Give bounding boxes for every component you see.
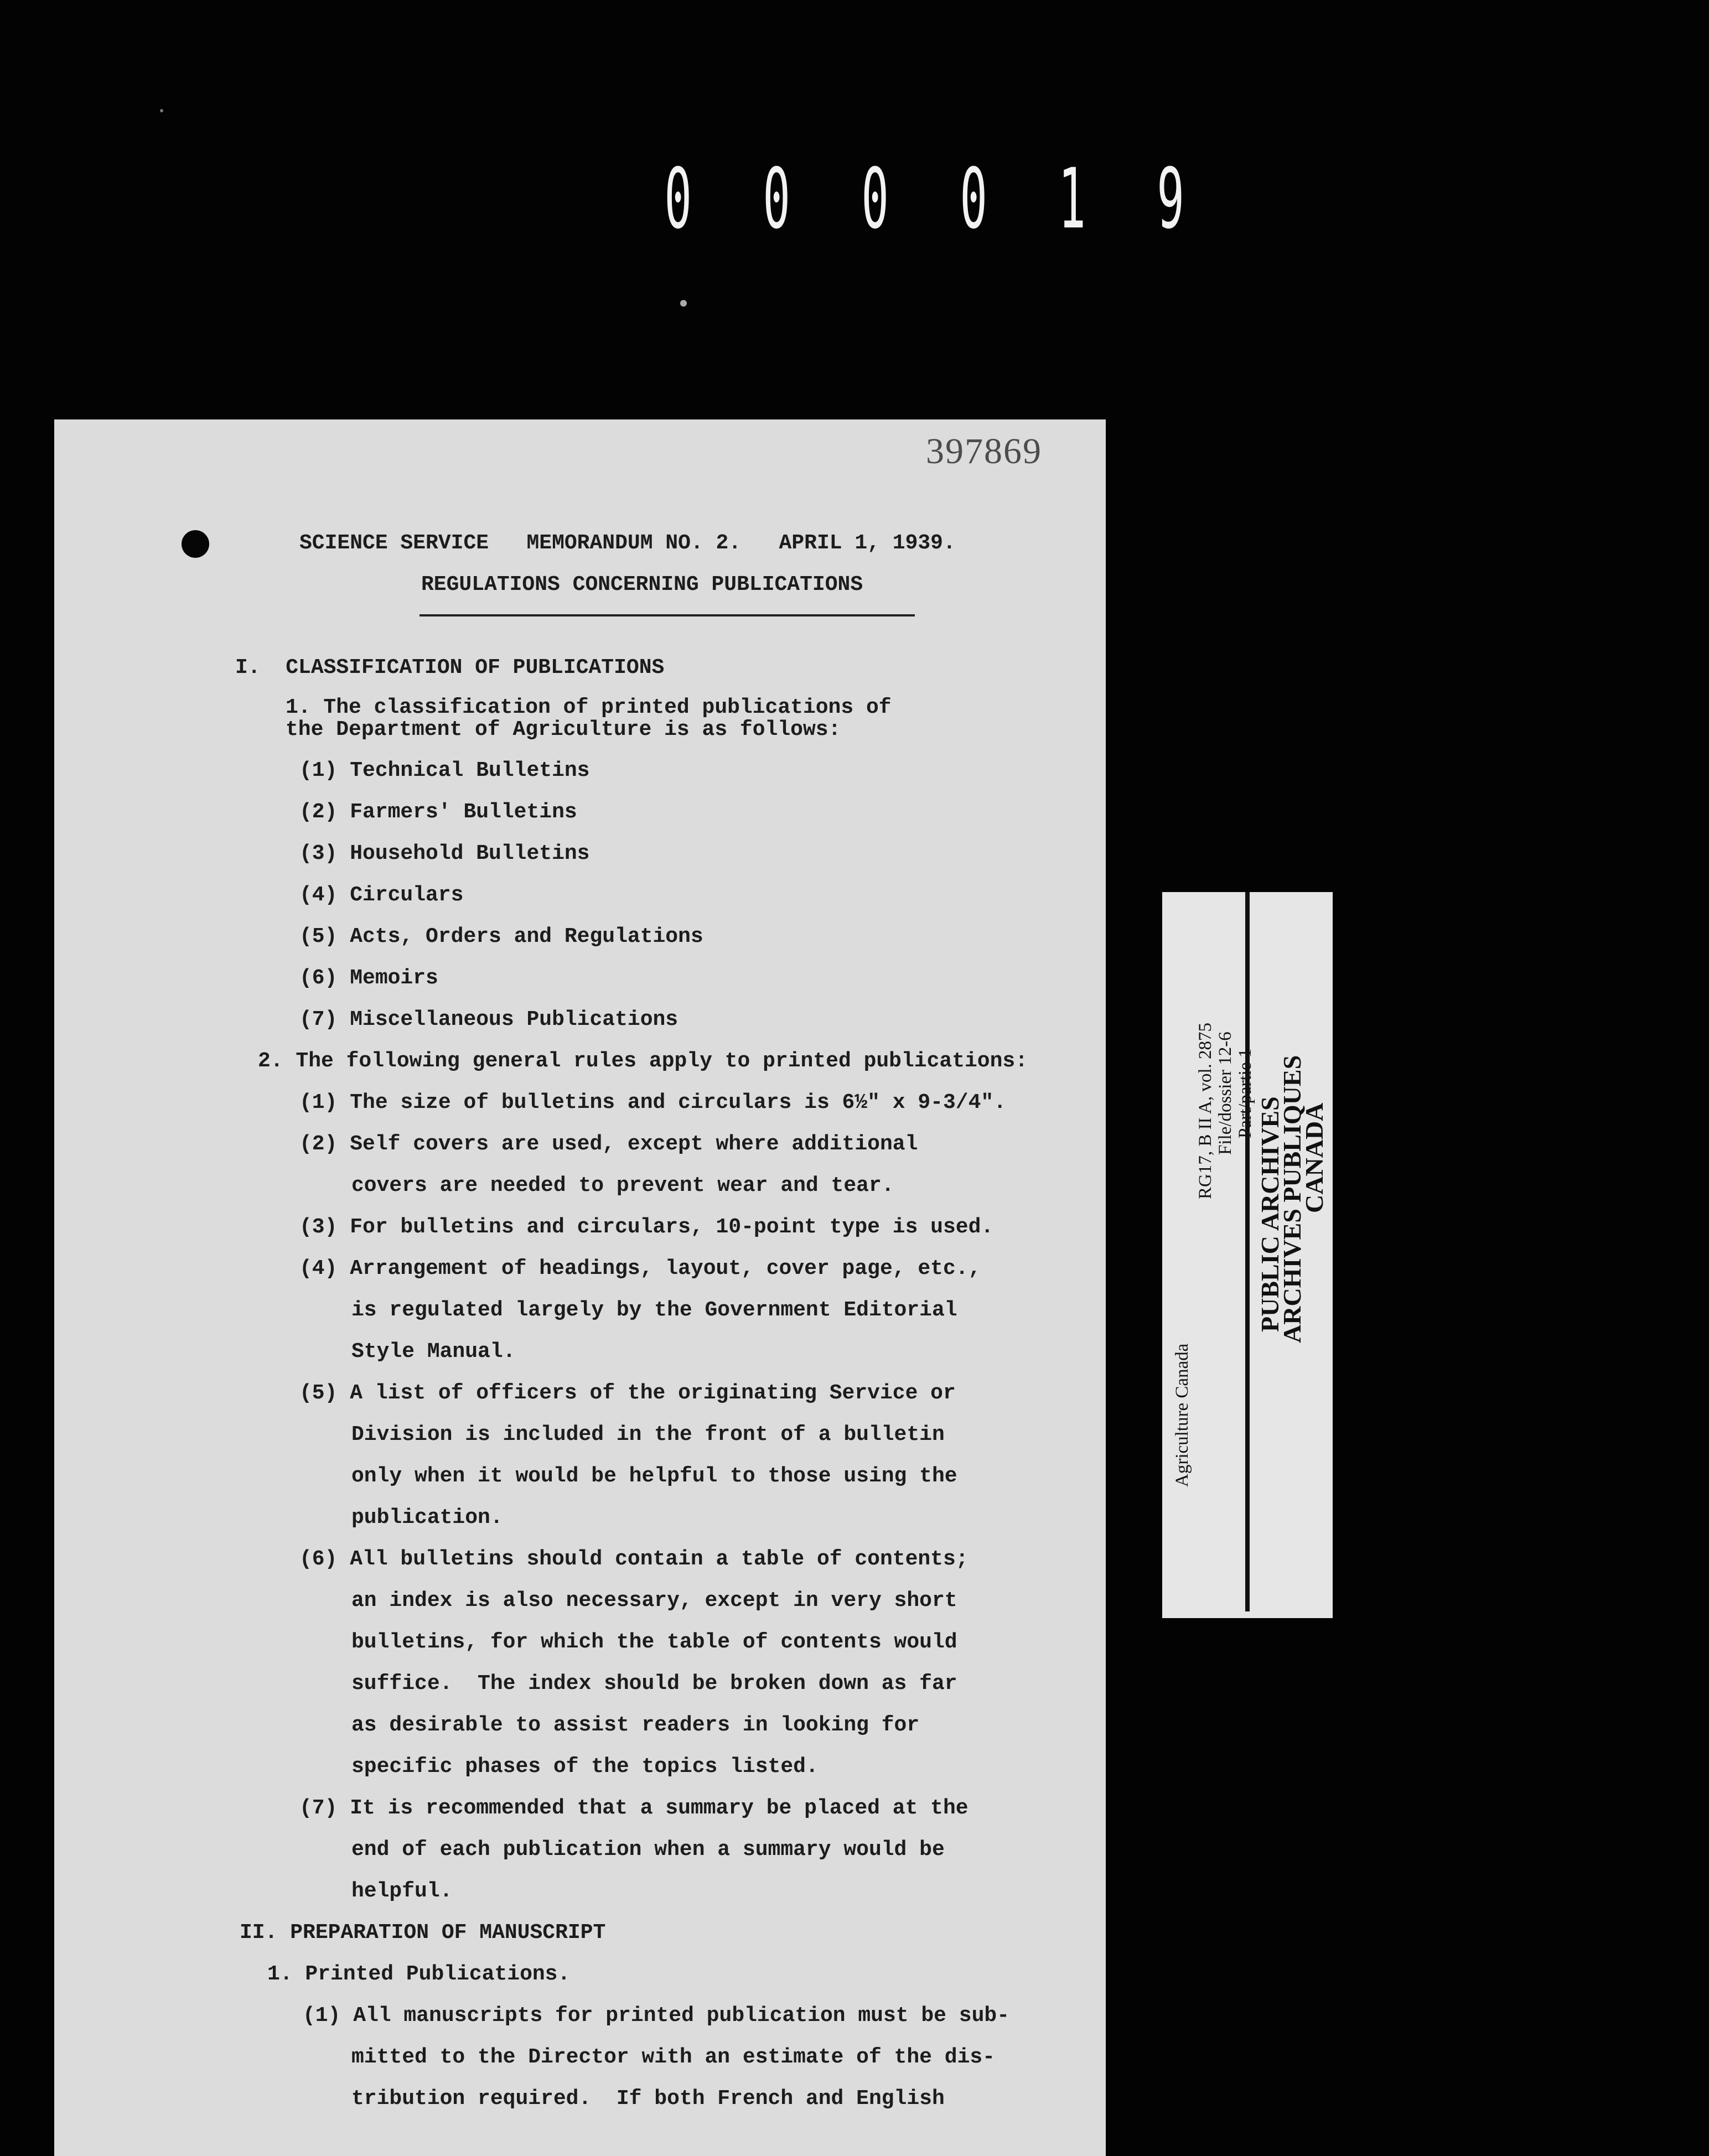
archives-country: CANADA [1300,1102,1328,1213]
archive-reference-slip [1162,892,1333,1618]
memorandum-page [54,419,1106,2156]
slip-fold [1162,892,1250,1611]
archive-department: Agriculture Canada [1172,1343,1192,1487]
list-item: (1) The size of bulletins and circulars is 6½" x 9-3/4". [299,1091,1007,1115]
list-item-continuation: covers are needed to prevent wear and tear. [351,1174,894,1198]
frame-digit: 1 [1058,151,1086,247]
list-item: (4) Circulars [299,883,464,907]
archives-name-fr: ARCHIVES PUBLIQUES [1278,1055,1306,1343]
list-item: (6) Memoirs [299,966,438,990]
archive-part: Part/partie 1 [1235,1048,1255,1138]
frame-digit: 0 [763,151,790,247]
frame-digit: 0 [664,151,692,247]
frame-digit: 0 [861,151,889,247]
list-item-continuation: an index is also necessary, except in very short [351,1589,957,1613]
list-item: (7) Miscellaneous Publications [299,1008,679,1032]
body-line: 1. The classification of printed publications of [286,696,892,719]
frame-digit: 0 [960,151,987,247]
list-item: (6) All bulletins should contain a table of contents; [299,1547,969,1571]
list-item-continuation: as desirable to assist readers in looking for [351,1713,920,1737]
section-heading: I. CLASSIFICATION OF PUBLICATIONS [235,656,665,680]
list-item: (5) Acts, Orders and Regulations [299,925,703,949]
list-item-continuation: Division is included in the front of a bulletin [351,1423,945,1447]
memo-title: REGULATIONS CONCERNING PUBLICATIONS [421,573,863,597]
microfilm-frame-number [653,151,1195,247]
list-item-continuation: mitted to the Director with an estimate of the dis- [351,2045,995,2069]
title-underline [420,614,915,616]
list-item: (3) Household Bulletins [299,842,590,865]
body-line: the Department of Agriculture is as follows: [286,718,841,742]
body-line: 2. The following general rules apply to printed publications: [258,1049,1028,1073]
list-item: (1) All manuscripts for printed publication must be sub- [303,2004,1010,2028]
list-item: (4) Arrangement of headings, layout, cover page, etc., [299,1257,981,1281]
list-item-continuation: only when it would be helpful to those using the [351,1464,957,1488]
list-item-continuation: suffice. The index should be broken down as far [351,1672,957,1696]
list-item: (5) A list of officers of the originating Service or [299,1381,956,1405]
list-item-continuation: publication. [351,1506,503,1530]
frame-digit: 9 [1157,151,1184,247]
list-item-continuation: specific phases of the topics listed. [351,1755,819,1779]
list-item-continuation: bulletins, for which the table of contents would [351,1630,957,1654]
memo-heading: SCIENCE SERVICE MEMORANDUM NO. 2. APRIL 1, 1939. [299,531,956,555]
list-item: (1) Technical Bulletins [299,759,590,782]
section-heading: II. PREPARATION OF MANUSCRIPT [240,1921,606,1945]
archive-file: File/dossier 12-6 [1215,1032,1235,1155]
archive-reference: RG17, B II A, vol. 2875 [1195,1022,1215,1199]
list-item: (3) For bulletins and circulars, 10-point type is used. [299,1215,994,1239]
subsection-heading: 1. Printed Publications. [267,1962,571,1986]
punch-hole [182,530,209,558]
list-item-continuation: is regulated largely by the Government Editorial [351,1298,957,1322]
page-stamp-number: 397869 [926,431,1042,471]
list-item-continuation: tribution required. If both French and English [351,2087,945,2111]
list-item-continuation: helpful. [351,1879,453,1903]
list-item: (7) It is recommended that a summary be placed at the [299,1796,969,1820]
archives-name-en: PUBLIC ARCHIVES [1256,1096,1284,1332]
list-item: (2) Farmers' Bulletins [299,800,577,824]
list-item-continuation: end of each publication when a summary would be [351,1838,945,1862]
list-item-continuation: Style Manual. [351,1340,516,1364]
list-item: (2) Self covers are used, except where additional [299,1132,918,1156]
